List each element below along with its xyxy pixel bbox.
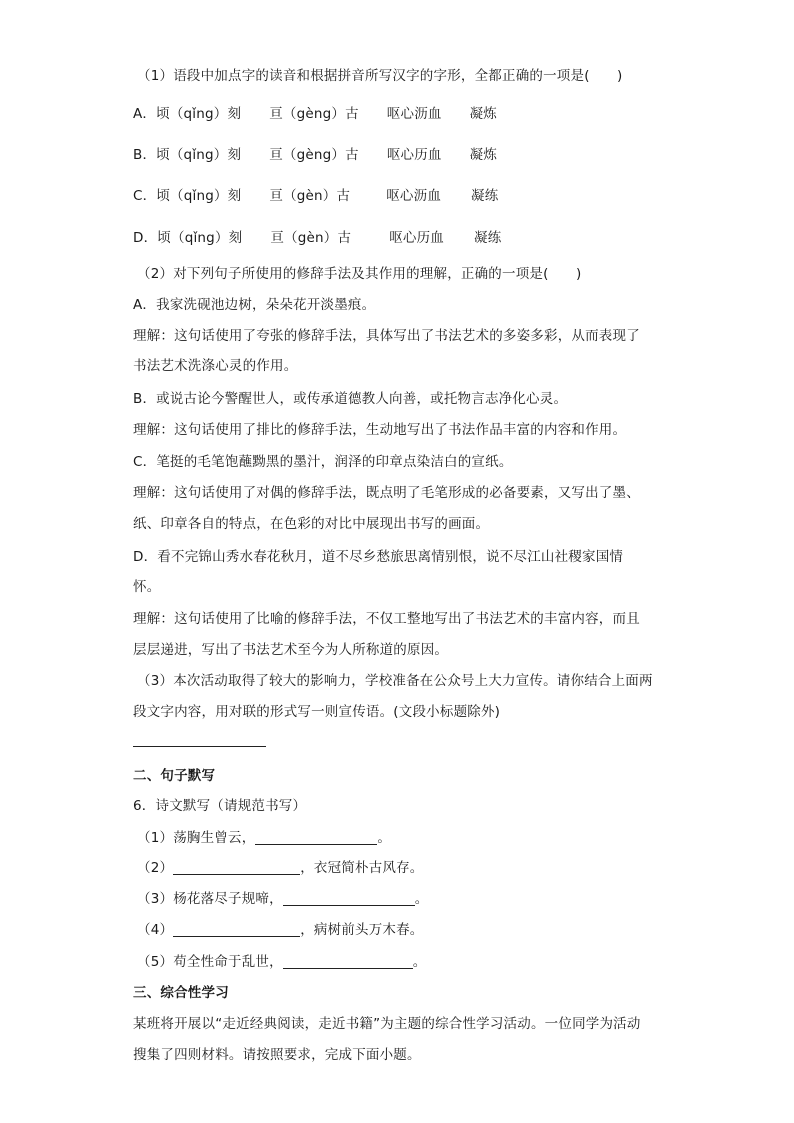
fill-blank[interactable] (255, 830, 377, 845)
item-prefix: （1）荡胸生曾云， (137, 830, 256, 846)
option-word-3: 呕心沥血 (386, 188, 442, 204)
q2-c-explanation: 理解：这句话使用了对偶的修辞手法，既点明了毛笔形成的必备要素，又写出了墨、 (133, 485, 640, 501)
option-word-3: 呕心沥血 (386, 106, 442, 122)
section-3-intro: 某班将开展以“走近经典阅读，走近书籍”为主题的综合性学习活动。一位同学为活动 (133, 1016, 641, 1032)
recitation-item-4 (137, 920, 424, 940)
q1-stem: （1）语段中加点字的读音和根据拼音所写汉字的字形，全都正确的一项是( ) (137, 68, 623, 84)
item-prefix: （3）杨花落尽子规啼， (137, 891, 283, 907)
option-word-1: D．顷（qǐng）刻 (133, 230, 243, 246)
q1-option-b[interactable] (133, 145, 497, 165)
option-word-4: 凝练 (471, 188, 499, 204)
q6-stem: 6．诗文默写（请规范书写） (133, 798, 307, 814)
recitation-item-2 (137, 858, 424, 878)
fill-blank[interactable] (283, 891, 415, 906)
fill-blank[interactable] (173, 860, 300, 875)
fill-blank[interactable] (173, 922, 300, 937)
option-word-4: 凝炼 (469, 147, 498, 163)
recitation-item-1 (137, 828, 391, 848)
section-3-intro-cont: 搜集了四则材料。请按照要求，完成下面小题。 (133, 1047, 421, 1063)
q3-stem: （3）本次活动取得了较大的影响力，学校准备在公众号上大力宣传。请你结合上面两 (137, 673, 653, 689)
q1-option-a[interactable] (133, 104, 497, 124)
q2-option-d[interactable]: D．看不完锦山秀水春花秋月，道不尽乡愁旅思离情别恨，说不尽江山社稷家国情 (133, 549, 624, 565)
option-word-4: 凝练 (474, 230, 502, 246)
fill-blank[interactable] (283, 954, 413, 969)
item-suffix: ，病树前头万木春。 (300, 922, 424, 938)
q2-option-d-cont: 怀。 (133, 579, 161, 595)
q2-option-b[interactable]: B．或说古论今警醒世人，或传承道德教人向善，或托物言志净化心灵。 (133, 391, 568, 407)
recitation-item-5 (137, 952, 427, 972)
item-prefix: （5）苟全性命于乱世， (137, 954, 283, 970)
option-word-2: 亘（gèng）古 (269, 147, 359, 163)
q2-d-explanation: 理解：这句话使用了比喻的修辞手法，不仅工整地写出了书法艺术的丰富内容，而且 (133, 611, 640, 627)
option-word-4: 凝炼 (469, 106, 498, 122)
item-suffix: 。 (412, 954, 427, 970)
option-word-1: C．顷（qǐng）刻 (133, 188, 242, 204)
q2-option-c[interactable]: C．笔挺的毛笔饱蘸黝黑的墨汁，润泽的印章点染洁白的宣纸。 (133, 454, 513, 470)
q3-answer-line[interactable] (133, 746, 266, 747)
q3-stem-cont: 段文字内容，用对联的形式写一则宣传语。(文段小标题除外) (133, 704, 501, 720)
q2-a-explanation-cont: 书法艺术洗涤心灵的作用。 (133, 358, 298, 374)
option-word-3: 呕心历血 (389, 230, 444, 246)
q2-stem: （2）对下列句子所使用的修辞手法及其作用的理解，正确的一项是( ) (137, 266, 582, 282)
q2-b-explanation: 理解：这句话使用了排比的修辞手法，生动地写出了书法作品丰富的内容和作用。 (133, 422, 627, 438)
option-word-2: 亘（gèn）古 (269, 188, 351, 204)
item-suffix: 。 (377, 830, 392, 846)
q2-a-explanation: 理解：这句话使用了夸张的修辞手法，具体写出了书法艺术的多姿多彩，从而表现了 (133, 328, 640, 344)
item-suffix: ，衣冠简朴古风存。 (300, 860, 424, 876)
section-3-title: 三、综合性学习 (133, 985, 229, 1001)
q2-c-explanation-cont: 纸、印章各自的特点，在色彩的对比中展现出书写的画面。 (133, 516, 490, 532)
q1-option-c[interactable] (133, 186, 498, 206)
recitation-item-3 (137, 889, 429, 909)
item-prefix: （4） (137, 922, 174, 938)
option-word-2: 亘（gèng）古 (269, 106, 359, 122)
option-word-3: 呕心历血 (386, 147, 442, 163)
q2-d-explanation-cont: 层层递进，写出了书法艺术至今为人所称道的原因。 (133, 642, 449, 658)
option-word-1: A．顷（qǐng）刻 (133, 106, 242, 122)
option-word-2: 亘（gèn）古 (270, 230, 352, 246)
option-word-1: B．顷（qǐng）刻 (133, 147, 242, 163)
q2-option-a[interactable]: A．我家洗砚池边树，朵朵花开淡墨痕。 (133, 297, 376, 313)
q1-option-d[interactable] (133, 228, 501, 248)
item-suffix: 。 (414, 891, 429, 907)
item-prefix: （2） (137, 860, 174, 876)
section-2-title: 二、句子默写 (133, 768, 216, 784)
